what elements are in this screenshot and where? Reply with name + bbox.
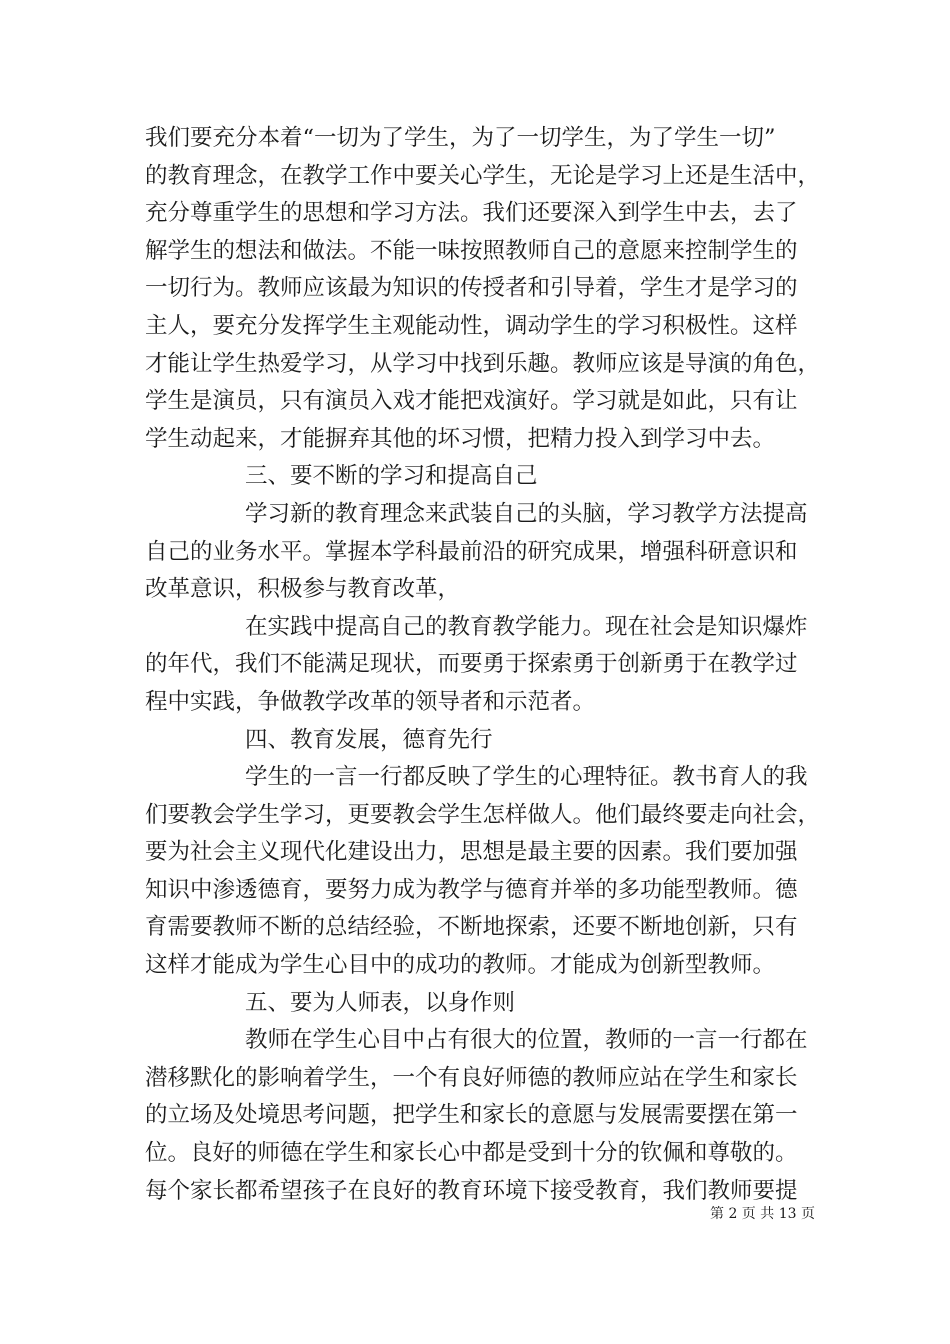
text-line: 一切行为。教师应该最为知识的传授者和引导着，学生才是学习的 [145, 275, 798, 302]
text-line: 的教育理念，在教学工作中要关心学生，无论是学习上还是生活中， [145, 162, 821, 189]
section-heading: 四、教育发展，德育先行 [245, 726, 493, 753]
paragraph-start: 学生的一言一行都反映了学生的心理特征。教书育人的我 [245, 764, 808, 791]
text-line: 知识中渗透德育，要努力成为教学与德育并举的多功能型教师。德 [145, 876, 798, 903]
paragraph-start: 学习新的教育理念来武装自己的头脑，学习教学方法提高 [245, 500, 808, 527]
text-line: 程中实践，争做教学改革的领导者和示范者。 [145, 688, 596, 715]
text-line: 才能让学生热爱学习，从学习中找到乐趣。教师应该是导演的角色， [145, 350, 821, 377]
section-heading: 三、要不断的学习和提高自己 [245, 463, 538, 490]
text-line: 解学生的想法和做法。不能一味按照教师自己的意愿来控制学生的 [145, 237, 798, 264]
text-line: 充分尊重学生的思想和学习方法。我们还要深入到学生中去，去了 [145, 200, 798, 227]
text-line: 这样才能成为学生心目中的成功的教师。才能成为创新型教师。 [145, 952, 776, 979]
text-line: 主人，要充分发挥学生主观能动性，调动学生的学习积极性。这样 [145, 312, 798, 339]
text-line: 我们要充分本着“一切为了学生，为了一切学生，为了学生一切” [145, 125, 776, 151]
text-line: 的年代，我们不能满足现状，而要勇于探索勇于创新勇于在教学过 [145, 651, 798, 678]
page-number: 第 2 页 共 13 页 [710, 1206, 815, 1222]
text-line: 育需要教师不断的总结经验，不断地探索，还要不断地创新，只有 [145, 914, 798, 941]
paragraph-start: 在实践中提高自己的教育教学能力。现在社会是知识爆炸 [245, 613, 808, 640]
text-line: 们要教会学生学习，更要教会学生怎样做人。他们最终要走向社会， [145, 801, 821, 828]
text-line: 自己的业务水平。掌握本学科最前沿的研究成果，增强科研意识和 [145, 538, 798, 565]
text-line: 学生动起来，才能摒弃其他的坏习惯，把精力投入到学习中去。 [145, 425, 776, 452]
body-text [145, 120, 825, 1210]
text-line: 每个家长都希望孩子在良好的教育环境下接受教育，我们教师要提 [145, 1177, 798, 1204]
text-line: 要为社会主义现代化建设出力，思想是最主要的因素。我们要加强 [145, 839, 798, 866]
text-line: 位。良好的师德在学生和家长心中都是受到十分的钦佩和尊敬的。 [145, 1140, 798, 1167]
text-line: 学生是演员，只有演员入戏才能把戏演好。学习就是如此，只有让 [145, 388, 798, 415]
text-line: 改革意识，积极参与教育改革， [145, 576, 461, 603]
text-line: 的立场及处境思考问题，把学生和家长的意愿与发展需要摆在第一 [145, 1102, 798, 1129]
section-heading: 五、要为人师表，以身作则 [245, 989, 516, 1016]
paragraph-start: 教师在学生心目中占有很大的位置，教师的一言一行都在 [245, 1027, 808, 1054]
text-line: 潜移默化的影响着学生，一个有良好师德的教师应站在学生和家长 [145, 1064, 798, 1091]
